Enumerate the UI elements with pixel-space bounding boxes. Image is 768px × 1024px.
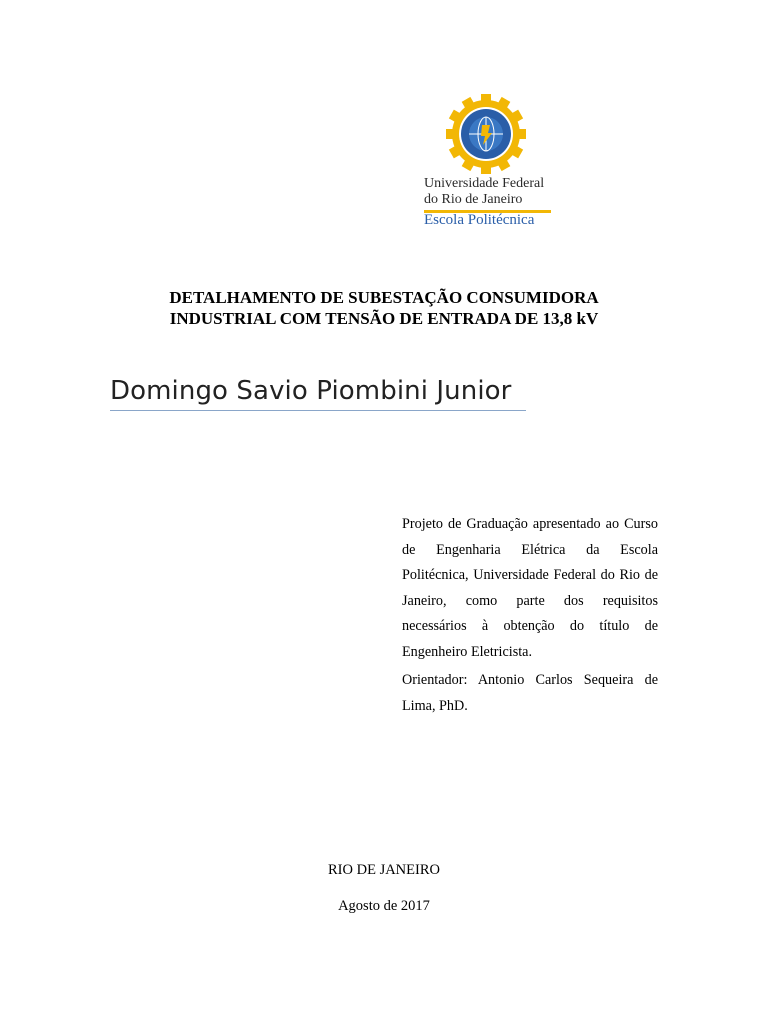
title-line-1: DETALHAMENTO DE SUBESTAÇÃO CONSUMIDORA: [169, 288, 599, 307]
ufrj-seal-icon: [444, 92, 528, 176]
project-description: Projeto de Graduação apresentado ao Curso de Engenharia Elétrica da Escola Politécnica, Universidade Federal do Rio de Janeiro, como parte dos requisitos necessários à obtenção do título de Engenheiro Eletricista.: [402, 516, 658, 660]
city: RIO DE JANEIRO: [328, 862, 440, 878]
school-name: Escola Politécnica: [424, 212, 535, 228]
university-logo: [420, 92, 555, 228]
date: Agosto de 2017: [338, 898, 430, 914]
title-line-2: INDUSTRIAL COM TENSÃO DE ENTRADA DE 13,8 kV: [169, 309, 599, 328]
author-name: Domingo Savio Piombini Junior: [110, 376, 512, 406]
document-title: [100, 287, 668, 329]
university-name-line2: do Rio de Janeiro: [424, 192, 523, 207]
author-underline: [110, 410, 526, 411]
university-name-line1: Universidade Federal: [424, 176, 545, 191]
advisor-line: Orientador: Antonio Carlos Sequeira de Lima, PhD.: [402, 672, 658, 714]
